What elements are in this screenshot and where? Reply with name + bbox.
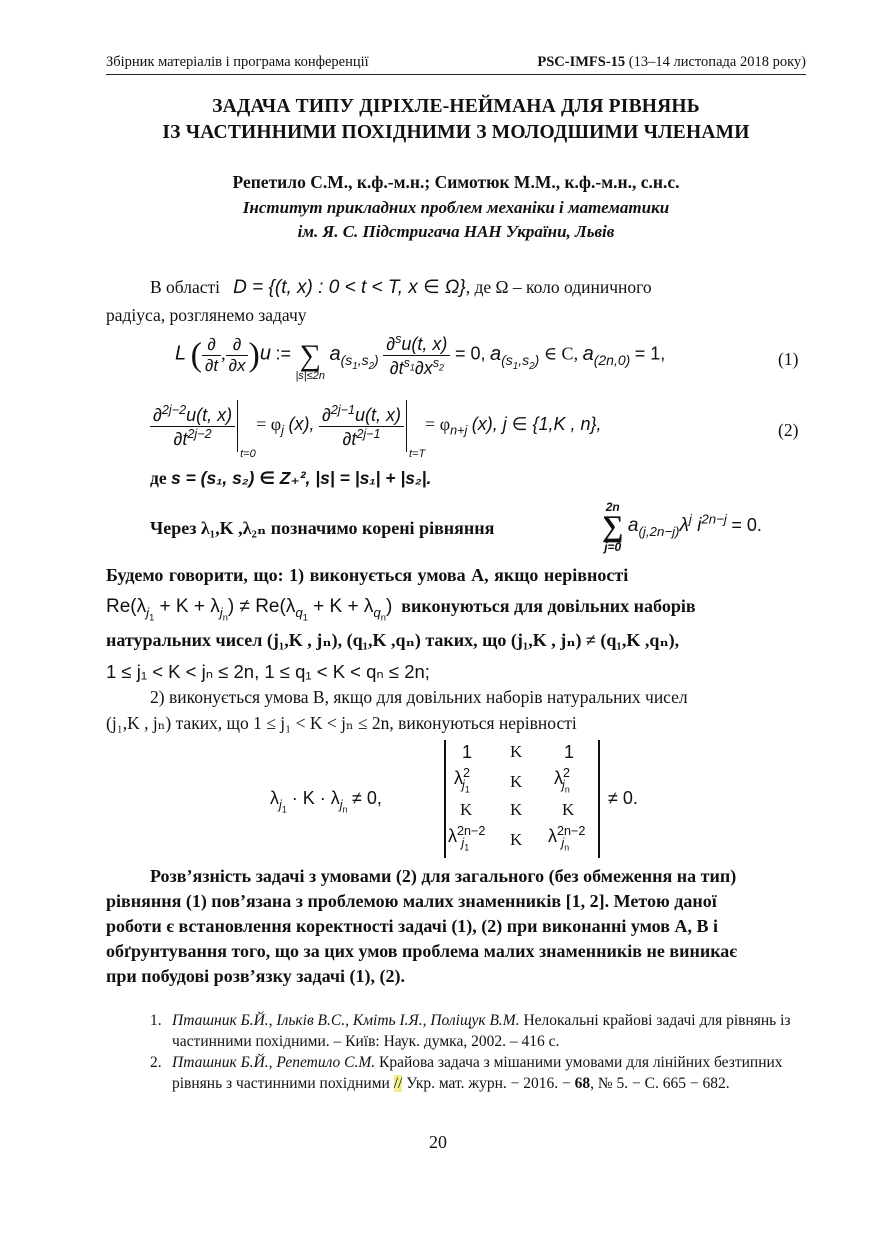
s-definition: s = (s₁, s₂) ∈ Z₊², |s| = |s₁| + |s₂|. bbox=[171, 468, 432, 488]
product-inequality: $\lambda_{j_1} \cdot K \cdot \lambda_{j_n} \ne 0$, bbox=[270, 788, 382, 815]
equation-2: $\frac{\partial^{2j-2}u(t, x)}{\partial t^{2j-2}}$ t=0 = $\varphi_j$ (x), $\frac{\partial^{2j-1}u(t, x)}{\partial t^{2j-1}}$ t=T = $\varphi_{n+j}$ (x), j ∈ {1,K , n}, bbox=[150, 400, 602, 452]
reference-2 bbox=[150, 1052, 806, 1094]
condition-b-line-2: (j₁,K , jₙ) таких, що 1 ≤ j₁ < K < jₙ ≤ 2n, виконуються нерівності bbox=[106, 713, 577, 733]
eq2-index-range: , j ∈ {1,K , n}, bbox=[492, 414, 602, 435]
reference-2-volume: 68 bbox=[574, 1075, 591, 1092]
reference-2-number: 2. bbox=[150, 1054, 162, 1071]
condition-b-line-1: 2) виконується умова В, якщо для довільних наборів натуральних чисел bbox=[150, 687, 688, 707]
condition-a-line-4: 1 ≤ j₁ < K < jₙ ≤ 2n, 1 ≤ q₁ < K < qₙ ≤ 2n; bbox=[106, 661, 430, 682]
reference-2-authors: Пташник Б.Й., Репетило С.М. bbox=[172, 1054, 376, 1071]
eq1-equals-zero: = 0, bbox=[454, 343, 486, 364]
condition-a-line-3: натуральних чисел (j₁,K , jₙ), (q₁,K ,qₙ) таких, що (j₁,K , jₙ) ≠ (q₁,K ,qₙ), bbox=[106, 630, 680, 650]
condition-a-line-2: $Re(\lambda_{j_1} + K + \lambda_{j_n}) \ne Re(\lambda_{q_1} + K + \lambda_{q_n})$ виконуються для довільних наборів bbox=[106, 596, 696, 623]
authors: Репетило С.М., к.ф.-м.н.; Симотюк М.М., к.ф.-м.н., с.н.с. bbox=[232, 172, 680, 192]
characteristic-equation: 2n ∑ j=0 $a_{(j,2n-j)}\lambda^j$ $i^{2n-j} = 0$. bbox=[602, 500, 762, 554]
reference-1-authors: Пташник Б.Й., Ільків В.С., Кміть І.Я., Поліщук В.М. bbox=[172, 1012, 520, 1029]
roots-line bbox=[150, 518, 494, 539]
title-line-2: ІЗ ЧАСТИННИМИ ПОХІДНИМИ З МОЛОДШИМИ ЧЛЕНАМИ bbox=[162, 122, 750, 143]
paragraph-1-line-1 bbox=[150, 276, 652, 299]
header-conference: PSC-IMFS-15 bbox=[537, 54, 626, 70]
reference-1-text: Нелокальні крайові задачі для рівнянь із частинними похідними. – Київ: Наук. думка, 2002. – 416 с. bbox=[172, 1012, 791, 1050]
eq2-phi-1: = φ bbox=[256, 414, 282, 435]
reference-2-text-b: Укр. мат. журн. − 2016. − bbox=[402, 1075, 575, 1092]
page-number: 20 bbox=[429, 1132, 447, 1152]
roots-eq-zero: = 0. bbox=[731, 515, 762, 536]
where-word: де bbox=[150, 468, 167, 488]
p1-start: В області bbox=[150, 277, 221, 297]
affiliation-line-2: ім. Я. С. Підстригача НАН України, Львів bbox=[297, 222, 615, 241]
final-paragraph-line-1: Розв’язність задачі з умовами (2) для загального (без обмеження на тип) bbox=[150, 866, 737, 886]
p1-mid: , де Ω – коло одиничного bbox=[465, 277, 652, 297]
vandermonde-determinant: 1 K 1 $\lambda^2_{j_1}$ K $\lambda^2_{j_n}$ K K K $\lambda^{2n-2}_{j_1}$ K $\lambda^{2n-2}_{j_n}$ bbox=[444, 740, 604, 858]
eq1-set: ∈ C, bbox=[543, 343, 579, 364]
reference-2-highlight: // bbox=[393, 1075, 403, 1092]
references-list bbox=[150, 1010, 806, 1094]
condition-a-tail: виконуються для довільних наборів bbox=[401, 596, 696, 616]
condition-a-line-1: Будемо говорити, що: 1) виконується умова А, якщо нерівності bbox=[106, 565, 629, 585]
reference-2-text-a: Крайова задача з мішаними умовами для лінійних безтипних рівнянь з частинними похідними bbox=[172, 1054, 783, 1092]
title-line-1: ЗАДАЧА ТИПУ ДІРІХЛЕ-НЕЙМАНА ДЛЯ РІВНЯНЬ bbox=[212, 96, 700, 117]
running-header bbox=[106, 52, 806, 75]
domain-definition: D = {(t, x) : 0 < t < T, x ∈ Ω} bbox=[233, 277, 466, 298]
eq2-phi-2: = φ bbox=[425, 414, 451, 435]
reference-1-number: 1. bbox=[150, 1012, 162, 1029]
final-paragraph-line-2: рівняння (1) пов’язана з проблемою малих знаменників [1, 2]. Метою даної bbox=[106, 891, 717, 911]
final-paragraph-line-4: обґрунтування того, що за цих умов проблема малих знаменників не виникає bbox=[106, 941, 738, 961]
final-paragraph-line-3: роботи є встановлення коректності задачі (1), (2) при виконанні умов А, В і bbox=[106, 916, 718, 936]
header-dates: (13–14 листопада 2018 року) bbox=[628, 54, 806, 70]
where-s-line bbox=[150, 468, 431, 489]
roots-text: Через λ₁,K ,λ₂ₙ позначимо корені рівняння bbox=[150, 518, 495, 538]
paragraph-1-line-2: радіуса, розглянемо задачу bbox=[106, 305, 307, 325]
final-paragraph-line-5: при побудові розв’язку задачі (1), (2). bbox=[106, 966, 405, 986]
reference-1 bbox=[150, 1010, 806, 1052]
eq1-norm: = 1, bbox=[634, 343, 666, 364]
equation-1: L ( $\frac{\partial}{\partial t}$ , $\frac{\partial}{\partial x}$ )u := ∑ |s|≤2n $a_{(s_1,s_2)}$ $\frac{\partial^su(t, x)}{\partial t^{s_1}\partial x^{s_2}}$ = 0, $a_{(s_1,s_2)}$ ∈ C, $a_{(2n,0)} = 1$, bbox=[175, 332, 666, 382]
header-right bbox=[537, 54, 806, 71]
determinant-neq-zero: ≠ 0. bbox=[608, 788, 638, 808]
header-left: Збірник матеріалів і програма конференції bbox=[106, 54, 369, 70]
product-neq-zero: ≠ 0, bbox=[351, 788, 382, 808]
affiliation-line-1: Інститут прикладних проблем механіки і математики bbox=[242, 198, 670, 217]
equation-2-number: (2) bbox=[778, 420, 799, 440]
equation-1-number: (1) bbox=[778, 349, 799, 369]
reference-2-text-c: , № 5. − С. 665 − 682. bbox=[590, 1075, 730, 1092]
